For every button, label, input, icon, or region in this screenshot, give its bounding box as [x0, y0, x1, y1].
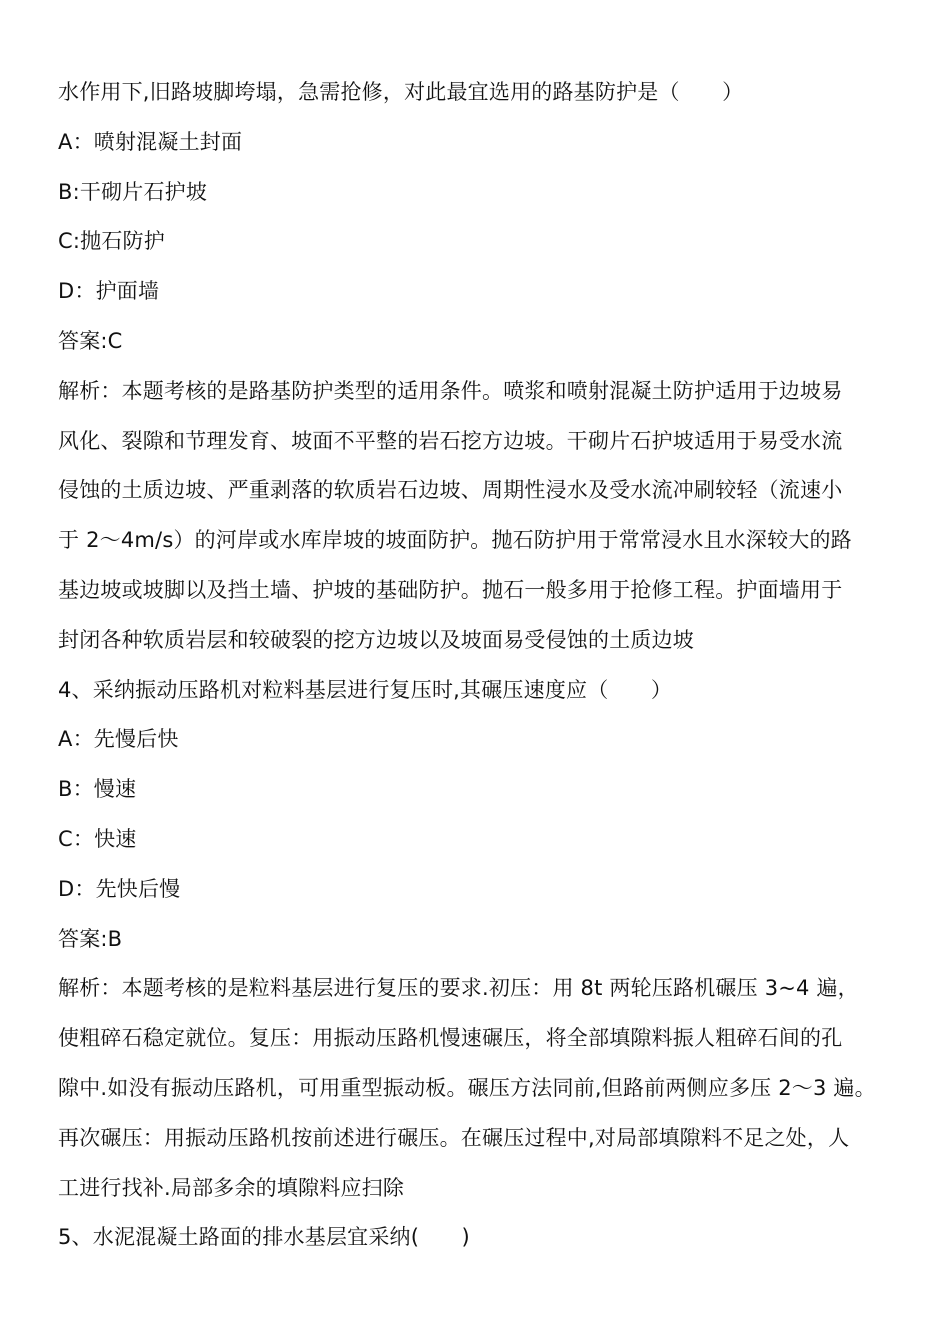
question-3-explanation-line: 封闭各种软质岩层和较破裂的挖方边坡以及坡面易受侵蚀的土质边坡	[58, 627, 694, 652]
question-4-option-c: C：快速	[58, 826, 137, 851]
question-4-explanation-line: 工进行找补.局部多余的填隙料应扫除	[58, 1175, 405, 1200]
question-4-stem: 4、采纳振动压路机对粒料基层进行复压时,其碾压速度应（ ）	[58, 677, 673, 702]
question-3-answer: 答案:C	[58, 328, 123, 353]
question-4-explanation-line: 使粗碎石稳定就位。复压：用振动压路机慢速碾压，将全部填隙料振人粗碎石间的孔	[58, 1026, 843, 1051]
question-3-explanation-line: 风化、裂隙和节理发育、坡面不平整的岩石挖方边坡。干砌片石护坡适用于易受水流	[58, 428, 843, 453]
question-3-option-b: B:干砌片石护坡	[58, 179, 208, 204]
question-3-explanation-line: 于 2～4m/s）的河岸或水库岸坡的坡面防护。抛石防护用于常常浸水且水深较大的路	[58, 528, 852, 553]
question-4-answer: 答案:B	[58, 926, 123, 951]
question-3-option-d: D：护面墙	[58, 279, 160, 304]
question-3-option-a: A：喷射混凝土封面	[58, 129, 243, 154]
question-3-explanation-line: 解析：本题考核的是路基防护类型的适用条件。喷浆和喷射混凝土防护适用于边坡易	[58, 378, 843, 403]
question-3-stem-end: 水作用下,旧路坡脚垮塌，急需抢修，对此最宜选用的路基防护是（ ）	[58, 80, 744, 104]
question-4-option-d: D：先快后慢	[58, 876, 181, 901]
question-4-option-b: B：慢速	[58, 777, 137, 802]
question-3-explanation-line: 侵蚀的土质边坡、严重剥落的软质岩石边坡、周期性浸水及受水流冲刷较轻（流速小	[58, 478, 843, 503]
question-3-option-c: C:抛石防护	[58, 229, 165, 254]
question-4-option-a: A：先慢后快	[58, 727, 179, 752]
question-4-explanation-line: 解析：本题考核的是粒料基层进行复压的要求.初压：用 8t 两轮压路机碾压 3~4 遍，	[58, 976, 859, 1001]
question-4-explanation-line: 再次碾压：用振动压路机按前述进行碾压。在碾压过程中,对局部填隙料不足之处，人	[58, 1125, 850, 1150]
question-4-explanation-line: 隙中.如没有振动压路机，可用重型振动板。碾压方法同前,但路前两侧应多压 2～3 遍。	[58, 1075, 876, 1100]
question-3-explanation-line: 基边坡或坡脚以及挡土墙、护坡的基础防护。抛石一般多用于抢修工程。护面墙用于	[58, 577, 843, 602]
question-5-stem: 5、水泥混凝土路面的排水基层宜采纳( )	[58, 1225, 470, 1250]
document-body	[58, 68, 898, 1263]
